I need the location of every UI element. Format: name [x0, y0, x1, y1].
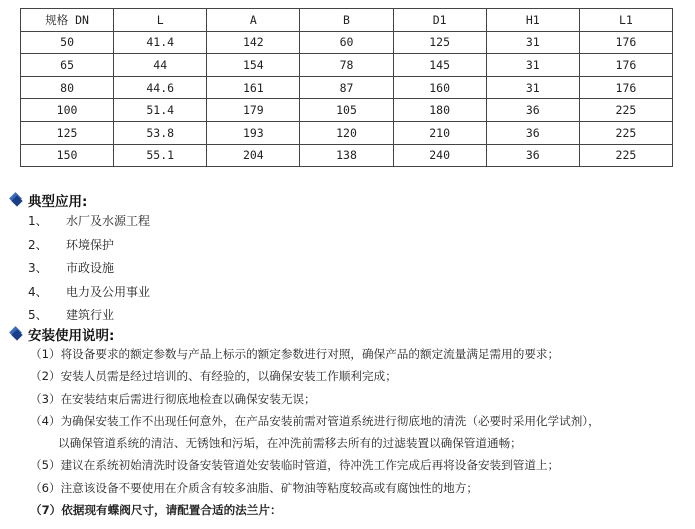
applications-heading: [8, 190, 87, 210]
instruction-line: （5）建议在系统初始清洗时设备安装管道处安装临时管道，待冲洗工作完成后再将设备安装到管道上；: [30, 458, 560, 473]
list-item-text: 市政设施: [66, 261, 115, 275]
table-cell: 55.1: [114, 144, 207, 167]
list-item-text: 电力及公用事业: [66, 284, 151, 299]
table-cell: 31: [486, 31, 579, 54]
table-cell: 225: [579, 144, 672, 167]
table-cell: 180: [393, 99, 486, 122]
header-cell: L1: [579, 9, 672, 32]
header-cell: B: [300, 9, 393, 32]
table-cell: 176: [579, 54, 672, 77]
table-cell: 225: [579, 121, 672, 144]
table-cell: 145: [393, 54, 486, 77]
table-cell: 193: [207, 121, 300, 144]
table-cell: 60: [300, 31, 393, 54]
list-item-number: 5、: [28, 308, 48, 322]
installation-list: [30, 343, 600, 521]
table-cell: 51.4: [114, 99, 207, 122]
list-item-number: 4、: [28, 284, 48, 299]
header-cell: A: [207, 9, 300, 32]
applications-list: [28, 210, 150, 328]
table-cell: 36: [486, 121, 579, 144]
table-cell: 36: [486, 144, 579, 167]
table-cell: 80: [21, 76, 114, 99]
table-cell: 105: [300, 99, 393, 122]
instruction-line: （2）安装人员需是经过培训的、有经验的，以确保安装工作顺利完成；: [30, 369, 397, 384]
table-cell: 225: [579, 99, 672, 122]
table-cell: 100: [21, 99, 114, 122]
spec-table: [20, 8, 673, 167]
table-cell: 150: [21, 144, 114, 167]
table-cell: 87: [300, 76, 393, 99]
table-cell: 125: [393, 31, 486, 54]
table-cell: 154: [207, 54, 300, 77]
table-cell: 176: [579, 76, 672, 99]
header-cell: D1: [393, 9, 486, 32]
instruction-line: （4）为确保安装工作不出现任何意外，在产品安装前需对管道系统进行彻底地的清洗（必要时采用化学试剂），: [30, 413, 600, 428]
table-cell: 53.8: [114, 121, 207, 144]
table-cell: 138: [300, 144, 393, 167]
header-cell: 规格 DN: [21, 9, 114, 32]
instruction-line-bold: （7）依据现有蝶阀尺寸，请配置合适的法兰片：: [30, 503, 282, 518]
diamond-bullet-icon: [8, 326, 24, 342]
list-item-text: 建筑行业: [66, 308, 115, 322]
table-cell: 65: [21, 54, 114, 77]
table-cell: 44: [114, 54, 207, 77]
instruction-line: （6）注意该设备不要使用在介质含有较多油脂、矿物油等粘度较高或有腐蚀性的地方；: [30, 480, 478, 495]
list-item: [28, 234, 150, 258]
list-item-number: 2、: [28, 237, 48, 252]
table-cell: 240: [393, 144, 486, 167]
table-cell: 176: [579, 31, 672, 54]
spec-table-header-row: [21, 9, 673, 32]
diamond-bullet-icon: [8, 192, 24, 208]
instruction-line: （1）将设备要求的额定参数与产品上标示的额定参数进行对照，确保产品的额定流量满足需用的要求；: [30, 347, 560, 361]
list-item-number: 1、: [28, 214, 48, 228]
table-cell: 41.4: [114, 31, 207, 54]
list-item-text: 环境保护: [66, 237, 115, 252]
table-cell: 120: [300, 121, 393, 144]
table-cell: 36: [486, 99, 579, 122]
table-cell: 179: [207, 99, 300, 122]
table-row: [21, 76, 673, 99]
header-cell: L: [114, 9, 207, 32]
table-cell: 161: [207, 76, 300, 99]
list-item: [28, 281, 150, 305]
table-cell: 160: [393, 76, 486, 99]
table-cell: 210: [393, 121, 486, 144]
list-item: [28, 210, 150, 234]
instruction-line-continuation: 以确保管道系统的清洁、无锈蚀和污垢，在冲洗前需移去所有的过滤装置以确保管道通畅；: [58, 436, 522, 451]
table-cell: 31: [486, 54, 579, 77]
table-row: [21, 31, 673, 54]
table-row: [21, 144, 673, 167]
installation-title: 安装使用说明:: [28, 328, 115, 344]
list-item: [28, 257, 150, 281]
applications-title: 典型应用:: [28, 194, 88, 210]
instruction-line: （3）在安装结束后需进行彻底地检查以确保安装无误；: [30, 391, 316, 406]
table-cell: 125: [21, 121, 114, 144]
list-item-text: 水厂及水源工程: [66, 214, 151, 228]
table-cell: 204: [207, 144, 300, 167]
table-cell: 78: [300, 54, 393, 77]
table-row: [21, 99, 673, 122]
table-cell: 44.6: [114, 76, 207, 99]
table-row: [21, 121, 673, 144]
table-row: [21, 54, 673, 77]
table-cell: 142: [207, 31, 300, 54]
table-cell: 31: [486, 76, 579, 99]
table-cell: 50: [21, 31, 114, 54]
list-item-number: 3、: [28, 261, 48, 275]
installation-heading: [8, 324, 114, 344]
header-cell: H1: [486, 9, 579, 32]
